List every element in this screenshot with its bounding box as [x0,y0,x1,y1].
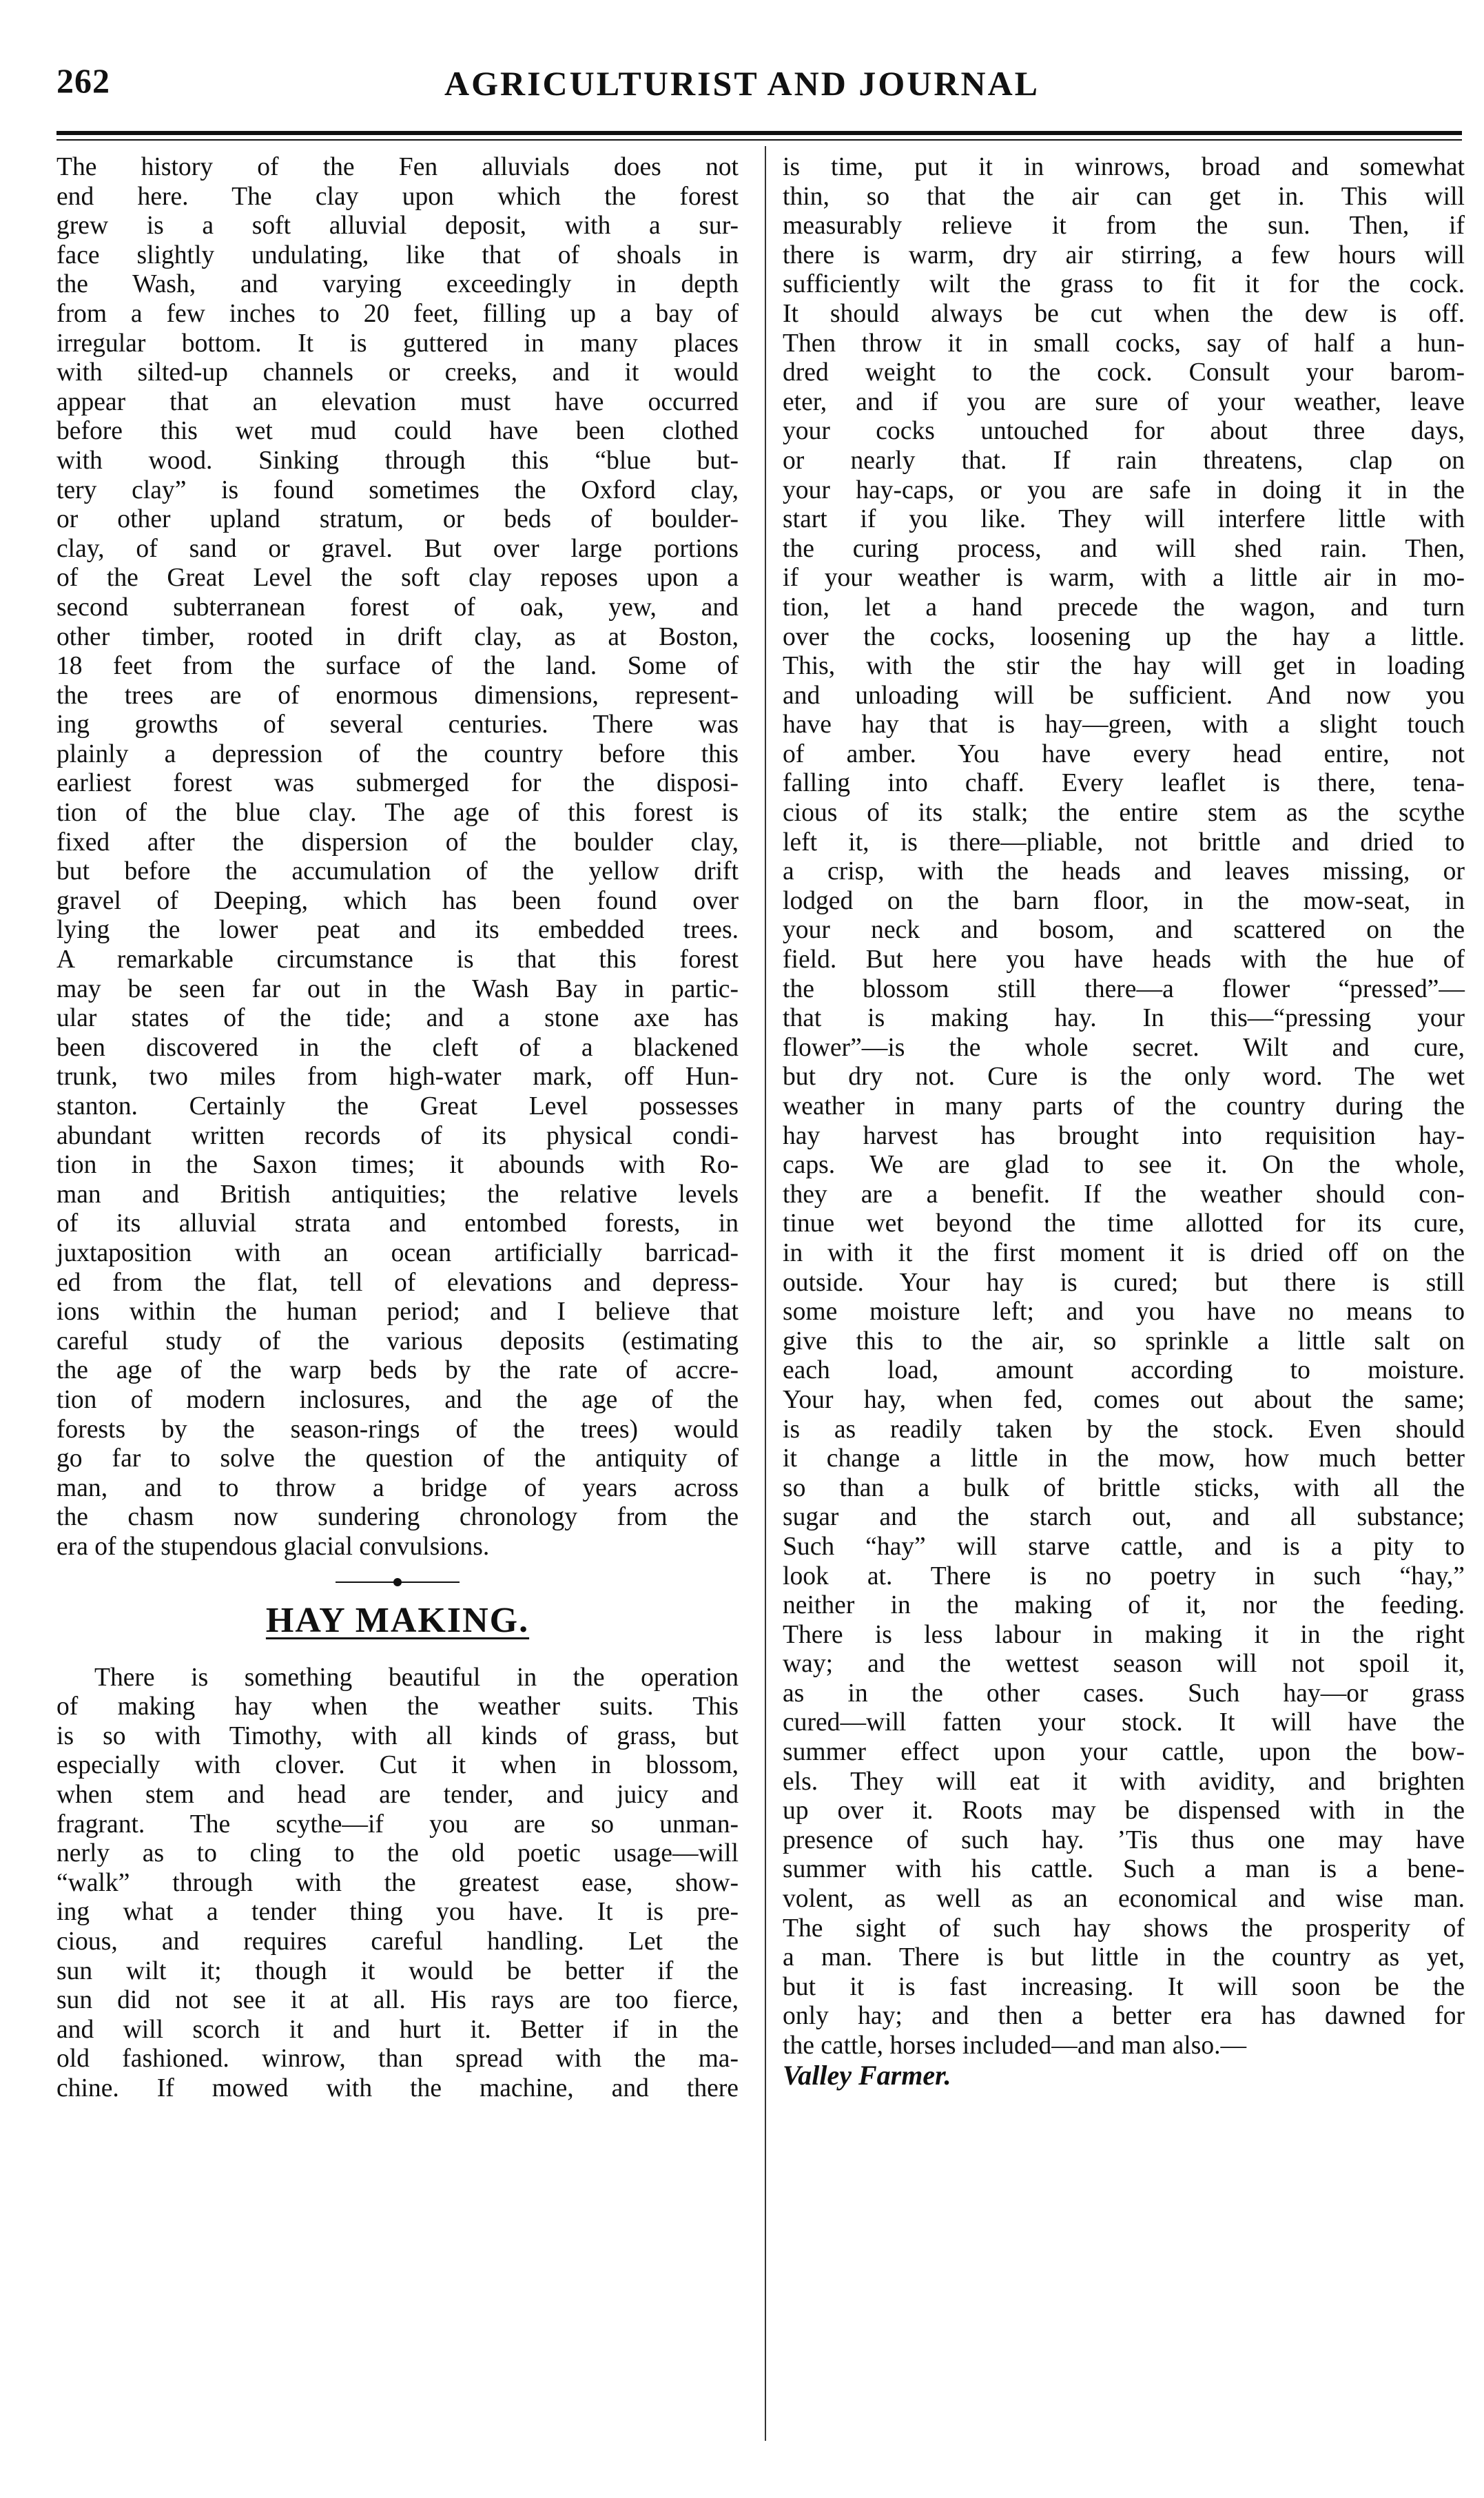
text-line: cious of its stalk; the entire stem as the scythe [783,799,1465,828]
text-line: left it, is there—pliable, not brittle and dried to [783,828,1465,857]
text-line: end here. The clay upon which the forest [56,182,739,211]
text-line: ed from the flat, tell of elevations and depress- [56,1268,739,1297]
text-line: they are a benefit. If the weather should con- [783,1180,1465,1209]
text-line: sun did not see it at all. His rays are too fierce, [56,1986,739,2015]
text-line: when stem and head are tender, and juicy and [56,1781,739,1810]
running-head: AGRICULTURIST AND JOURNAL [444,64,1040,103]
text-line: sufficiently wilt the grass to fit it for the cock. [783,270,1465,299]
text-line: face slightly undulating, like that of shoals in [56,240,739,269]
text-line: is so with Timothy, with all kinds of grass, but [56,1721,739,1750]
text-line: nerly as to cling to the old poetic usage—will [56,1839,739,1868]
text-line: summer with his cattle. Such a man is a bene- [783,1855,1465,1884]
text-line: and will scorch it and hurt it. Better if in the [56,2015,739,2044]
text-line: of amber. You have every head entire, not [783,739,1465,768]
section-heading: HAY MAKING. [265,1601,530,1641]
text-line: with wood. Sinking through this “blue but- [56,446,739,475]
text-line: up over it. Roots may be dispensed with in the [783,1796,1465,1825]
text-line: cured—will fatten your stock. It will have the [783,1708,1465,1737]
text-line: over the cocks, loosening up the hay a little. [783,622,1465,651]
text-line: man, and to throw a bridge of years across [56,1473,739,1502]
text-line: ing growths of several centuries. There was [56,710,739,739]
text-line: tion of the blue clay. The age of this forest is [56,799,739,828]
text-line: look at. There is no poetry in such “hay,” [783,1562,1465,1590]
text-line: eter, and if you are sure of your weather, leave [783,387,1465,416]
text-line: els. They will eat it with avidity, and brighten [783,1767,1465,1796]
text-line: It should always be cut when the dew is off. [783,299,1465,328]
text-line: is as readily taken by the stock. Even should [783,1415,1465,1444]
text-line: chine. If mowed with the machine, and there [56,2074,739,2102]
text-line: the curing process, and will shed rain. Then, [783,534,1465,563]
page-number: 262 [56,61,110,100]
text-line: the blossom still there—a flower “pressed”— [783,974,1465,1003]
text-line: if your weather is warm, with a little air in mo- [783,564,1465,593]
text-line: appear that an elevation must have occurred [56,387,739,416]
text-line: in with it the first moment it is dried off on the [783,1238,1465,1267]
text-line: or other upland stratum, or beds of boulder- [56,505,739,534]
text-line: ular states of the tide; and a stone axe has [56,1004,739,1033]
column-divider [765,146,766,2441]
text-line: old fashioned. winrow, than spread with the ma- [56,2045,739,2074]
text-line: as in the other cases. Such hay—or grass [783,1679,1465,1708]
text-line: A remarkable circumstance is that this forest [56,945,739,974]
text-line: neither in the making of it, nor the feeding. [783,1591,1465,1620]
text-line: sugar and the starch out, and all substance; [783,1503,1465,1532]
text-line: presence of such hay. ’Tis thus one may have [783,1825,1465,1854]
text-line: stanton. Certainly the Great Level possesses [56,1092,739,1120]
text-line: but before the accumulation of the yellow drift [56,857,739,886]
text-line: a man. There is but little in the country as yet, [783,1943,1465,1972]
text-line: but it is fast increasing. It will soon be the [783,1972,1465,2001]
hay-making-continued [783,153,1465,2061]
text-line: especially with clover. Cut it when in blossom, [56,1751,739,1780]
text-line: but dry not. Cure is the only word. The wet [783,1063,1465,1092]
text-line: of the Great Level the soft clay reposes upon a [56,564,739,593]
text-line: earliest forest was submerged for the disposi- [56,769,739,798]
text-line: go far to solve the question of the antiquity of [56,1444,739,1473]
text-line: your cocks untouched for about three days, [783,417,1465,446]
text-line: careful study of the various deposits (estimating [56,1327,739,1355]
attribution-line [783,2061,1465,2091]
text-line: fragrant. The scythe—if you are so unman- [56,1810,739,1839]
left-column [56,153,739,2104]
text-line: and unloading will be sufficient. And now you [783,681,1465,710]
text-line: irregular bottom. It is guttered in many places [56,329,739,358]
text-line: Your hay, when fed, comes out about the same; [783,1385,1465,1414]
text-line: of its alluvial strata and entombed forests, in [56,1209,739,1238]
text-line: The sight of such hay shows the prosperity of [783,1914,1465,1943]
text-line: second subterranean forest of oak, yew, and [56,593,739,622]
text-line: before this wet mud could have been clothed [56,417,739,446]
text-line: tion, let a hand precede the wagon, and turn [783,593,1465,622]
text-line: may be seen far out in the Wash Bay in partic- [56,974,739,1003]
text-line: lodged on the barn floor, in the mow-seat, in [783,886,1465,915]
text-line: outside. Your hay is cured; but there is still [783,1268,1465,1297]
hay-making-paragraph [56,1663,739,2104]
heading-ornament [336,1577,460,1587]
text-line: there is warm, dry air stirring, a few hours will [783,240,1465,269]
text-line: with silted-up channels or creeks, and it would [56,358,739,387]
text-line: There is something beautiful in the operation [94,1663,739,1692]
text-line: hay harvest has brought into requisition hay- [783,1121,1465,1150]
text-line: it change a little in the mow, how much better [783,1444,1465,1473]
header-rule-thick [56,131,1462,135]
text-line: of making hay when the weather suits. This [56,1692,739,1721]
text-line: so than a bulk of brittle sticks, with all the [783,1473,1465,1502]
text-line: Then throw it in small cocks, say of half a hun- [783,329,1465,358]
text-line: tery clay” is found sometimes the Oxford clay, [56,475,739,504]
text-line: the Wash, and varying exceedingly in depth [56,270,739,299]
text-line: way; and the wettest season will not spoil it, [783,1650,1465,1679]
text-line: field. But here you have heads with the hue of [783,945,1465,974]
text-line: ing what a tender thing you have. It is pre- [56,1898,739,1927]
text-line: flower”—is the whole secret. Wilt and cure, [783,1033,1465,1062]
text-line: plainly a depression of the country before this [56,739,739,768]
text-line: tion in the Saxon times; it abounds with Ro- [56,1151,739,1180]
text-line: your hay-caps, or you are safe in doing it in the [783,475,1465,504]
text-line: measurably relieve it from the sun. Then, if [783,212,1465,240]
text-line: summer effect upon your cattle, upon the bow- [783,1738,1465,1767]
text-line: This, with the stir the hay will get in loading [783,652,1465,681]
fen-alluvials-paragraph [56,153,739,1562]
right-column [783,153,1465,2090]
text-line: 18 feet from the surface of the land. Some of [56,652,739,681]
text-line: dred weight to the cock. Consult your barom- [783,358,1465,387]
text-line: the age of the warp beds by the rate of accre- [56,1356,739,1385]
text-line: lying the lower peat and its embedded trees. [56,916,739,945]
text-line: The history of the Fen alluvials does not [56,153,739,181]
text-line: There is less labour in making it in the right [783,1620,1465,1649]
text-line: is time, put it in winrows, broad and somewhat [783,153,1465,181]
text-line: “walk” through with the greatest ease, show- [56,1868,739,1897]
text-line: thin, so that the air can get in. This will [783,182,1465,211]
attribution: Valley Farmer. [783,2059,951,2091]
text-line: each load, amount according to moisture. [783,1356,1465,1385]
text-line: start if you like. They will interfere little with [783,505,1465,534]
text-line: the chasm now sundering chronology from the [56,1503,739,1532]
text-line: that is making hay. In this—“pressing your [783,1004,1465,1033]
text-line: grew is a soft alluvial deposit, with a sur- [56,212,739,240]
text-line: cious, and requires careful handling. Let the [56,1927,739,1956]
header-rule-thin [56,139,1462,141]
text-line: era of the stupendous glacial convulsions. [56,1532,490,1561]
text-line: been discovered in the cleft of a blackened [56,1033,739,1062]
text-line: clay, of sand or gravel. But over large portions [56,534,739,563]
text-line: other timber, rooted in drift clay, as at Boston, [56,622,739,651]
text-line: man and British antiquities; the relative levels [56,1180,739,1209]
text-line: give this to the air, so sprinkle a little salt on [783,1327,1465,1355]
text-line: Such “hay” will starve cattle, and is a pity to [783,1532,1465,1561]
text-line: falling into chaff. Every leaflet is there, tena- [783,769,1465,798]
text-line: caps. We are glad to see it. On the whole, [783,1151,1465,1180]
text-line: tion of modern inclosures, and the age of the [56,1385,739,1414]
text-line: your neck and bosom, and scattered on the [783,916,1465,945]
text-line: ions within the human period; and I believe that [56,1298,739,1327]
text-line: volent, as well as an economical and wise man. [783,1885,1465,1914]
text-line: a crisp, with the heads and leaves missing, or [783,857,1465,886]
text-line: have hay that is hay—green, with a slight touch [783,710,1465,739]
text-line: forests by the season-rings of the trees) would [56,1415,739,1444]
text-line: abundant written records of its physical condi- [56,1121,739,1150]
text-line: tinue wet beyond the time allotted for its cure, [783,1209,1465,1238]
text-line: or nearly that. If rain threatens, clap on [783,446,1465,475]
text-line: the trees are of enormous dimensions, represent- [56,681,739,710]
text-line: fixed after the dispersion of the boulder clay, [56,828,739,857]
hay-making-heading-block [56,1577,739,1641]
text-line: juxtaposition with an ocean artificially barricad- [56,1238,739,1267]
text-line: from a few inches to 20 feet, filling up a bay of [56,299,739,328]
text-line: trunk, two miles from high-water mark, off Hun- [56,1063,739,1092]
text-line: some moisture left; and you have no means to [783,1298,1465,1327]
text-line: sun wilt it; though it would be better if the [56,1956,739,1985]
text-line: the cattle, horses included—and man also.— [783,2031,1247,2060]
text-line: gravel of Deeping, which has been found over [56,886,739,915]
text-line: weather in many parts of the country during the [783,1092,1465,1120]
text-line: only hay; and then a better era has dawned for [783,2002,1465,2031]
